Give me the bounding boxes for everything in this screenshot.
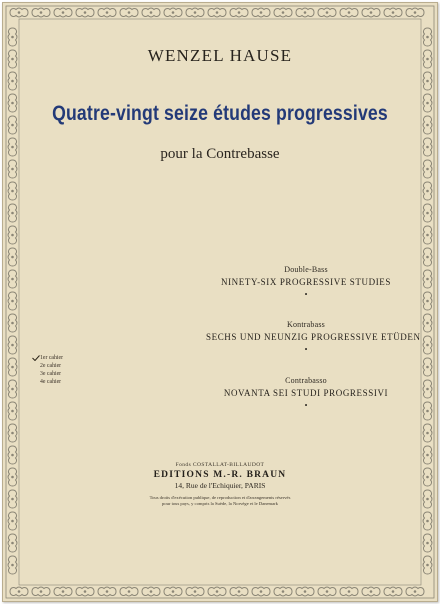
volume-item (40, 354, 63, 362)
border-ornament (32, 587, 50, 596)
translation-language: Contrabasso (285, 376, 327, 385)
border-ornament (10, 587, 28, 596)
border-ornament (54, 8, 72, 17)
border-ornament (296, 8, 314, 17)
border-ornament (423, 204, 432, 222)
publisher-name: EDITIONS M.-R. BRAUN (153, 470, 287, 480)
border-ornament (318, 8, 336, 17)
translation-title: NOVANTA SEI STUDI PROGRESSIVI (223, 388, 389, 398)
border-ornament (423, 358, 432, 376)
bullet-mark: • (304, 290, 308, 299)
volume-item (40, 362, 63, 370)
border-ornament (98, 8, 116, 17)
volume-item (40, 370, 63, 378)
bullet-mark: • (304, 401, 308, 410)
border-ornament (423, 270, 432, 288)
border-ornament (8, 512, 17, 530)
border-ornament (8, 248, 17, 266)
border-ornament (252, 8, 270, 17)
border-ornament (186, 8, 204, 17)
volume-label: 1er cahier (40, 355, 64, 361)
rights-notice-line: Tous droits d'exécution publique, de reproduction et d'arrangements réservés (149, 495, 291, 500)
translation-language: Kontrabass (287, 320, 325, 329)
border-ornament (423, 402, 432, 420)
border-ornament (423, 28, 432, 46)
border-ornament (8, 336, 17, 354)
border-ornament (32, 8, 50, 17)
border-ornament (423, 182, 432, 200)
border-ornament (230, 587, 248, 596)
border-ornament (208, 8, 226, 17)
border-ornament (8, 358, 17, 376)
border-ornament (384, 8, 402, 17)
translation-german (206, 320, 421, 354)
border-ornament (423, 292, 432, 310)
border-ornament (8, 402, 17, 420)
border-ornament (423, 226, 432, 244)
border-ornament (423, 534, 432, 552)
translation-italian (206, 376, 406, 410)
border-ornament (423, 512, 432, 530)
border-ornament (230, 8, 248, 17)
border-ornament (423, 380, 432, 398)
border-ornament (423, 424, 432, 442)
border-ornament (252, 587, 270, 596)
border-ornament (8, 72, 17, 90)
border-ornament (340, 587, 358, 596)
border-ornament (76, 587, 94, 596)
rights-notice (3, 495, 437, 507)
ornamental-border (3, 3, 437, 601)
border-ornament (423, 116, 432, 134)
music-cover-page (2, 2, 438, 602)
publisher-fund: Fonds COSTALLAT-BILLAUDOT (175, 462, 265, 468)
border-ornament (8, 556, 17, 574)
border-ornament (8, 226, 17, 244)
rights-notice-line: pour tous pays, y compris la Suède, la Norvège et le Danemark (162, 501, 278, 506)
volume-label: 4e cahier (40, 379, 62, 385)
volume-list (40, 354, 63, 386)
border-ornament (98, 587, 116, 596)
border-ornament (142, 587, 160, 596)
volume-label: 3e cahier (40, 371, 62, 377)
border-ornament (362, 8, 380, 17)
border-ornament (423, 72, 432, 90)
border-ornament (8, 534, 17, 552)
border-ornament (296, 587, 314, 596)
volume-label: 2e cahier (40, 363, 62, 369)
border-ornament (120, 587, 138, 596)
instrument-subtitle: pour la Contrebasse (160, 146, 280, 162)
border-ornament (8, 116, 17, 134)
translation-language: Double-Bass (284, 265, 328, 274)
border-ornament (274, 587, 292, 596)
translation-english (206, 265, 406, 299)
volume-item (40, 378, 63, 386)
bullet-mark: • (304, 345, 308, 354)
border-ornament (10, 8, 28, 17)
border-ornament (208, 587, 226, 596)
border-ornament (8, 270, 17, 288)
border-ornament (8, 314, 17, 332)
border-ornament (8, 204, 17, 222)
border-ornament (8, 94, 17, 112)
border-ornament (120, 8, 138, 17)
border-ornament (8, 28, 17, 46)
border-ornament (362, 587, 380, 596)
border-ornament (423, 556, 432, 574)
border-ornament (340, 8, 358, 17)
composer-name: WENZEL HAUSE (147, 46, 293, 65)
border-ornament (8, 182, 17, 200)
border-ornament (318, 587, 336, 596)
border-ornament (76, 8, 94, 17)
publisher-block (3, 462, 437, 507)
border-ornament (423, 314, 432, 332)
work-title: Quatre-vingt seize études progressives (52, 102, 388, 125)
translation-title: NINETY-SIX PROGRESSIVE STUDIES (220, 277, 391, 287)
border-ornament (186, 587, 204, 596)
border-ornament (406, 587, 424, 596)
publisher-address: 14, Rue de l'Echiquier, PARIS (174, 481, 266, 490)
border-ornament (8, 380, 17, 398)
border-ornament (142, 8, 160, 17)
border-ornament (164, 8, 182, 17)
border-ornament (8, 292, 17, 310)
border-ornament (384, 587, 402, 596)
border-ornament (8, 424, 17, 442)
border-ornament (423, 248, 432, 266)
border-ornament (164, 587, 182, 596)
checkmark-icon (32, 355, 40, 361)
border-ornament (423, 336, 432, 354)
border-ornament (54, 587, 72, 596)
border-ornament (406, 8, 424, 17)
translation-title: SECHS UND NEUNZIG PROGRESSIVE ETÜDEN (206, 332, 421, 342)
border-ornament (274, 8, 292, 17)
border-ornament (423, 94, 432, 112)
